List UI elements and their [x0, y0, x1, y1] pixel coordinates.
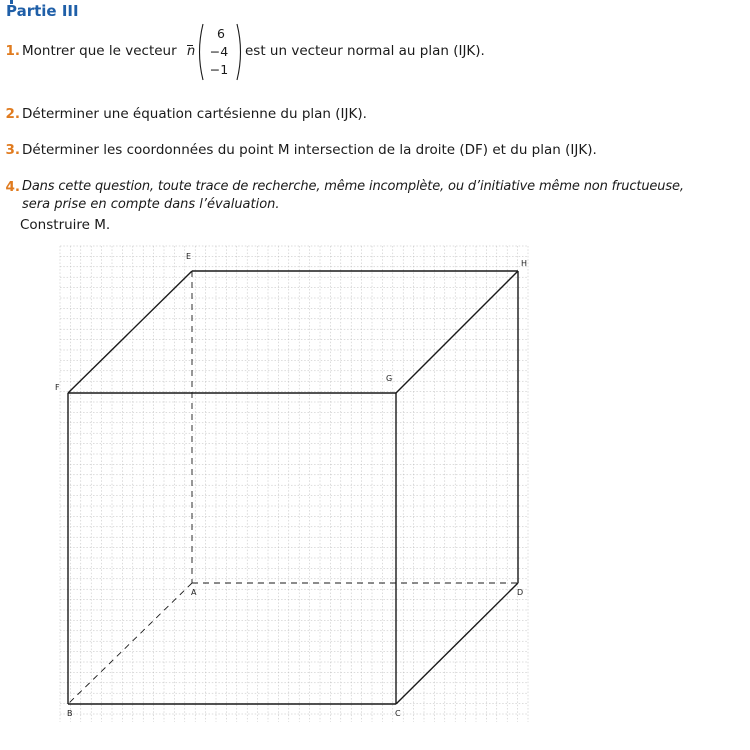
vector-component-x: 6 [217, 26, 225, 41]
cube-visible-edges [68, 271, 518, 704]
question-text: Montrer que le vecteur [22, 43, 177, 59]
question-number: 3. [5, 142, 20, 158]
vertex-label-B: B [67, 709, 73, 718]
edge-GH [396, 271, 518, 393]
grid-paper [60, 246, 528, 722]
question-4-line-3: Construire M. [20, 217, 111, 233]
vertex-label-D: D [517, 588, 524, 597]
vertex-label-H: H [521, 259, 528, 268]
question-number: 1. [5, 43, 20, 59]
vertex-label-C: C [395, 709, 401, 718]
vertex-label-E: E [186, 252, 192, 261]
question-number: 4. [5, 179, 20, 195]
question-1-continued: est un vecteur normal au plan (IJK). [245, 43, 485, 59]
vector-component-z: −1 [209, 62, 229, 77]
question-text: Déterminer les coordonnées du point M intersection de la droite (DF) et du plan (IJK). [22, 142, 597, 158]
edge-CD [396, 583, 518, 704]
edge-AB [68, 583, 192, 704]
question-4-line-2: sera prise en compte dans l’évaluation. [22, 197, 280, 212]
question-number: 2. [5, 106, 20, 122]
vector-symbol: n [187, 44, 196, 59]
question-text-line-1: Dans cette question, toute trace de recherche, même incomplète, ou d’initiative même non fructueuse, [22, 179, 684, 194]
vertex-label-F: F [55, 383, 60, 392]
edge-FE [68, 271, 192, 393]
vector-component-y: −4 [209, 44, 229, 59]
question-text: Déterminer une équation cartésienne du plan (IJK). [22, 106, 367, 122]
vertex-label-G: G [386, 374, 393, 383]
section-title: Partie III [6, 2, 79, 20]
vertex-label-A: A [191, 588, 197, 597]
cube-hidden-edges [68, 271, 518, 704]
